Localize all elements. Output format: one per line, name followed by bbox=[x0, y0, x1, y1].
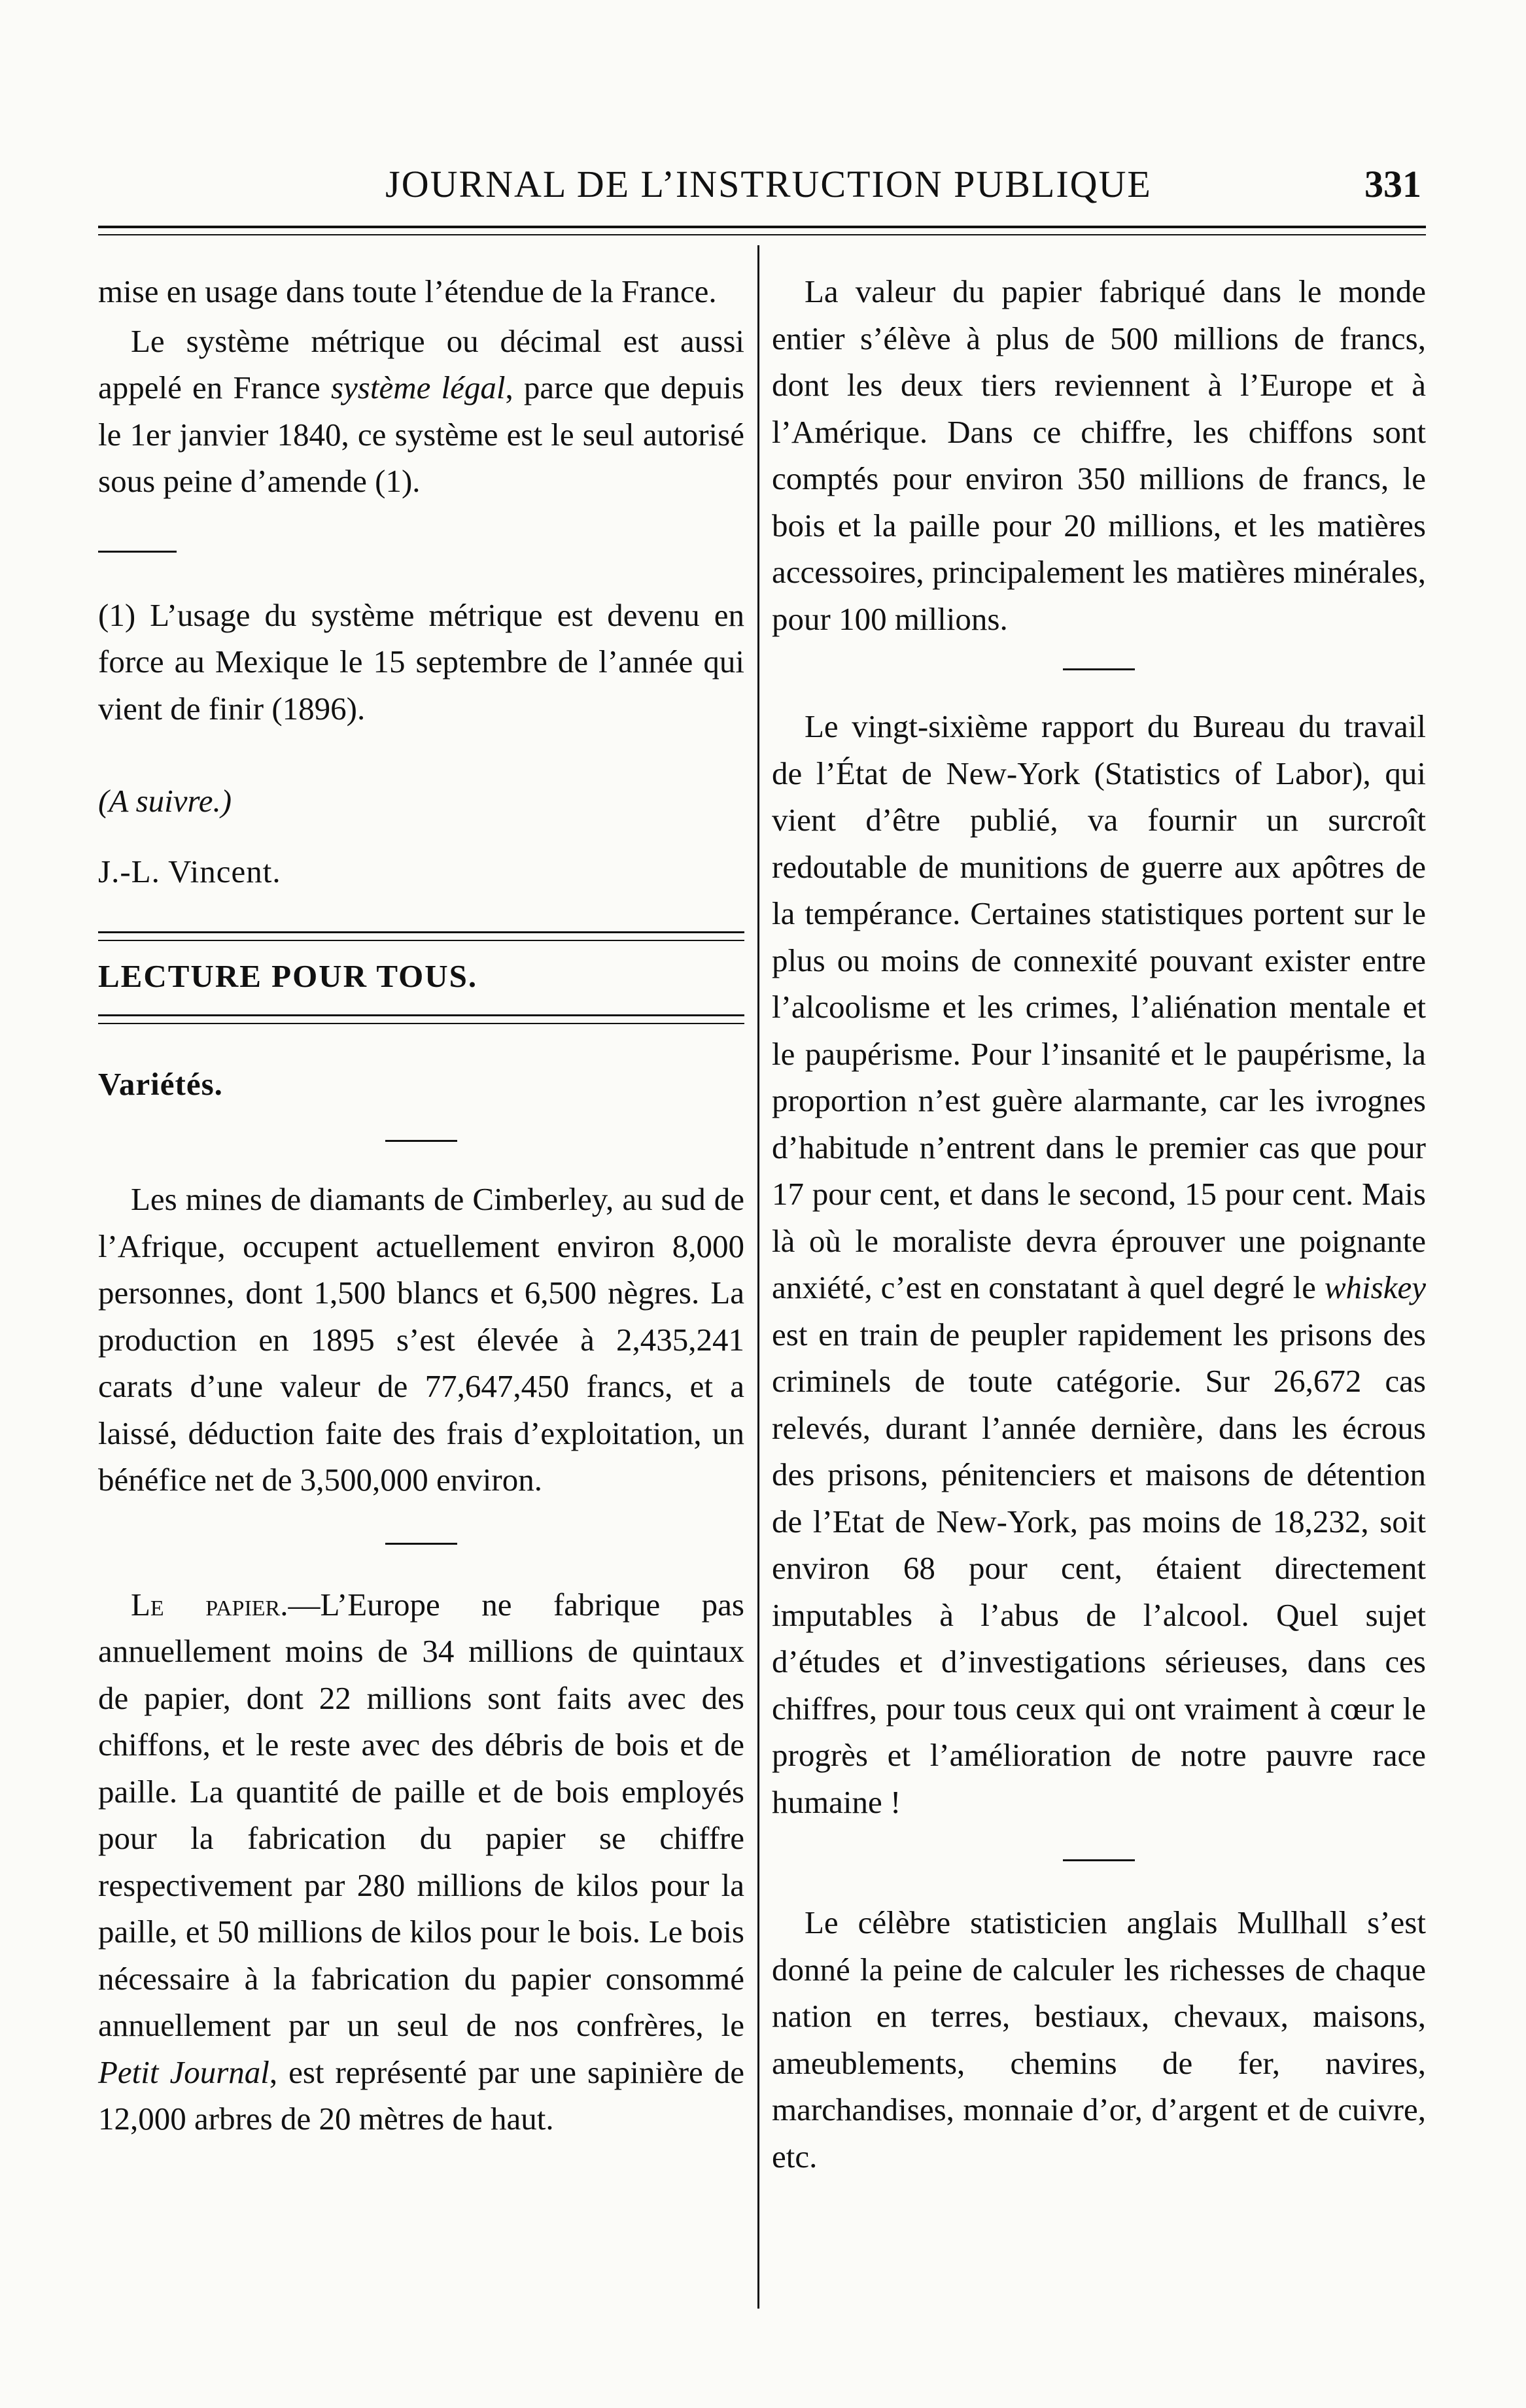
section-rule-bottom-thin bbox=[98, 1023, 744, 1024]
right-column bbox=[772, 268, 1426, 2180]
diamonds-paragraph: Les mines de diamants de Cimberley, au sud de l’Afrique, occupent actuellement environ 8,000 personnes, dont 1,500 blancs et 6,500 nègres. La production en 1895 s’est élevée à 2,435,241 carats d’une valeur de 77,647,450 francs, et a laissé, déduction faite des frais d’exploitation, un bénéfice net de 3,500,000 environ. bbox=[98, 1181, 744, 1498]
section-rule-top-thin bbox=[98, 940, 744, 941]
papier-text: —L’Europe ne fabrique pas annuellement moins de 34 millions de quintaux de papier, dont 22 millions sont faits avec des chiffons, et le reste avec des débris de bois et de paille. La quantité de paille et de bois employés pour la fabrication du papier se chiffre respectivement par 280 millions de kilos pour la paille, et 50 millions de kilos pour le bois. Le bois nécessaire à la fabrication du papier consommé annuellement par un seul de nos confrères, le bbox=[98, 1586, 744, 2043]
metric-system-italic: système légal bbox=[330, 370, 506, 405]
short-separator bbox=[385, 1140, 457, 1142]
rapport-paragraph bbox=[772, 703, 1426, 1825]
short-separator bbox=[1063, 1859, 1135, 1861]
section-rule-bottom bbox=[98, 1014, 744, 1016]
papier-paragraph bbox=[98, 1581, 744, 2142]
mulhall-paragraph: Le célèbre statisticien anglais Mullhall s’est donné la peine de calculer les richesses de chaque nation en terres, bestiaux, chevaux, maisons, ameublements, chemins de fer, navires, marchandises, monnaie d’or, d’argent et de cuivre, etc. bbox=[772, 1904, 1426, 2175]
metric-system-text-end: , parce que depuis le 1er janvier 1840, ce système est le seul autorisé sous peine d’amende (1). bbox=[98, 370, 744, 499]
rapport-text: Le vingt-sixième rapport du Bureau du travail de l’État de New-York (Statistics of Labor), qui vient d’être publié, va fournir un surcroît redoutable de munitions de guerre aux apôtres de la tempérance. Certaines statistiques portent sur le plus ou moins de connexité pouvant exister entre l’alcoolisme et les crimes, l’aliénation mentale et le paupérisme. Pour l’insanité et le paupérisme, la proportion n’est guère alarmante, car les ivrognes d’habitude n’entrent dans le premier cas que pour 17 pour cent, et dans le second, 15 pour cent. Mais là où le moraliste devra éprouver une poignante anxiété, c’est en constatant à quel degré le bbox=[772, 708, 1426, 1305]
paper-value-paragraph: La valeur du papier fabriqué dans le monde entier s’élève à plus de 500 millions de francs, dont les deux tiers reviennent à l’Europe et à l’Amérique. Dans ce chiffre, les chiffons sont comptés pour environ 350 millions de francs, le bois et la paille pour 20 millions, et les matières accessoires, principalement les matières minérales, pour 100 millions. bbox=[772, 273, 1426, 637]
header-rule-top bbox=[98, 226, 1426, 228]
author-signature: J.-L. Vincent. bbox=[98, 853, 281, 889]
papier-text-end: , est représenté par une sapinière de 12,000 arbres de 20 mètres de haut. bbox=[98, 2054, 744, 2137]
page-number: 331 bbox=[1364, 163, 1421, 205]
running-header-title: JOURNAL DE L’INSTRUCTION PUBLIQUE bbox=[385, 163, 1152, 205]
metric-system-text: Le système métrique ou décimal est aussi appelé en France bbox=[98, 322, 744, 405]
metric-system-paragraph bbox=[98, 318, 744, 505]
short-separator bbox=[385, 1543, 457, 1545]
section-heading: LECTURE POUR TOUS. bbox=[98, 958, 478, 994]
papier-lead: Le papier. bbox=[131, 1586, 288, 1623]
papier-italic: Petit Journal bbox=[98, 2054, 269, 2090]
column-divider bbox=[757, 245, 759, 2309]
left-column bbox=[98, 268, 744, 2142]
footnote: (1) L’usage du système métrique est devenu en force au Mexique le 15 septembre de l’année qui vient de finir (1896). bbox=[98, 596, 744, 727]
header-rule-bottom bbox=[98, 234, 1426, 235]
short-separator bbox=[1063, 668, 1135, 670]
footnote-separator bbox=[98, 551, 177, 553]
rapport-italic: whiskey bbox=[1324, 1269, 1426, 1305]
rapport-text-end: est en train de peupler rapidement les prisons des criminels de toute catégorie. Sur 26,672 cas relevés, durant l’année dernière, dans les écrous des prisons, pénitenciers et maisons de détention de l’Etat de New-York, pas moins de 18,232, soit environ 68 pour cent, étaient directement imputables à l’abus de l’alcool. Quel sujet d’études et d’investigations sérieuses, dans ces chiffres, pour tous ceux qui ont vraiment à cœur le progrès et l’amélioration de notre pauvre race humaine ! bbox=[772, 1316, 1426, 1820]
subheading-varietes: Variétés. bbox=[98, 1065, 223, 1102]
to-be-continued: (A suivre.) bbox=[98, 783, 232, 819]
section-rule-top bbox=[98, 931, 744, 933]
continued-paragraph: mise en usage dans toute l’étendue de la France. bbox=[98, 273, 717, 309]
